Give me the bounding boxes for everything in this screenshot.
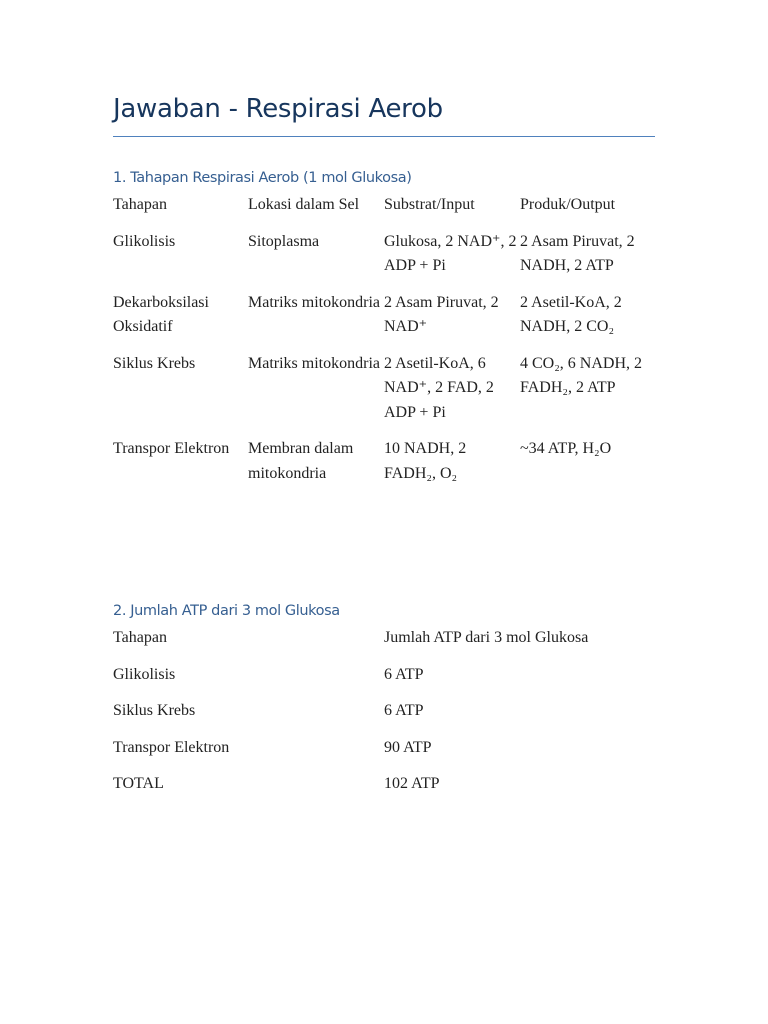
table-cell: Glukosa, 2 NAD⁺, 2 ADP + Pi — [384, 232, 517, 274]
table-row — [113, 291, 655, 352]
table-cell: Matriks mitokondria — [248, 354, 380, 372]
section-1-heading: 1. Tahapan Respirasi Aerob (1 mol Glukosa) — [113, 170, 412, 186]
table-cell: Siklus Krebs — [113, 702, 196, 719]
table-row — [113, 699, 655, 736]
table-row — [113, 230, 655, 291]
table-cell: TOTAL — [113, 775, 164, 792]
table-cell: 2 Asetil-KoA, 2 NADH, 2 CO₂ — [520, 293, 622, 335]
atp-total-table — [113, 626, 655, 809]
table-header-row — [113, 626, 655, 663]
table-cell: Transpor Elektron — [113, 738, 230, 756]
table-cell: 6 ATP — [384, 702, 424, 719]
table-cell: Glikolisis — [113, 232, 176, 250]
table-row — [113, 736, 655, 773]
table-cell: ~34 ATP, H₂O — [520, 440, 612, 457]
table-cell: Matriks mitokondria — [248, 293, 380, 311]
column-header: Tahapan — [113, 629, 167, 646]
table-cell: Transpor Elektron — [113, 440, 230, 457]
table-cell: Dekarboksilasi Oksidatif — [113, 293, 209, 335]
table-row — [113, 772, 655, 809]
column-header: Lokasi dalam Sel — [248, 196, 360, 213]
section-2-heading: 2. Jumlah ATP dari 3 mol Glukosa — [113, 603, 340, 619]
respiration-stages-table — [113, 193, 655, 498]
table-cell: 2 Asam Piruvat, 2 NADH, 2 ATP — [520, 232, 635, 274]
table-cell: Glikolisis — [113, 665, 176, 683]
column-header: Produk/Output — [520, 196, 616, 213]
table-row — [113, 663, 655, 700]
table-cell: Membran dalam mitokondria — [248, 440, 354, 482]
table-cell: Sitoplasma — [248, 232, 320, 250]
table-cell: 2 Asetil-KoA, 6 NAD⁺, 2 FAD, 2 ADP + Pi — [384, 354, 494, 421]
table-row — [113, 352, 655, 438]
table-cell: 90 ATP — [384, 738, 432, 756]
table-cell: 102 ATP — [384, 775, 440, 792]
table-cell: 2 Asam Piruvat, 2 NAD⁺ — [384, 293, 499, 335]
table-row — [113, 437, 655, 498]
column-header: Tahapan — [113, 196, 167, 213]
document-title: Jawaban - Respirasi Aerob — [113, 94, 443, 124]
table-cell: 4 CO₂, 6 NADH, 2 FADH₂, 2 ATP — [520, 354, 643, 396]
table-header-row — [113, 193, 655, 230]
table-cell: 6 ATP — [384, 665, 424, 683]
column-header: Jumlah ATP dari 3 mol Glukosa — [384, 629, 589, 646]
table-cell: Siklus Krebs — [113, 354, 196, 372]
table-cell: 10 NADH, 2 FADH₂, O₂ — [384, 440, 467, 482]
title-underline — [113, 136, 655, 137]
column-header: Substrat/Input — [384, 196, 475, 213]
